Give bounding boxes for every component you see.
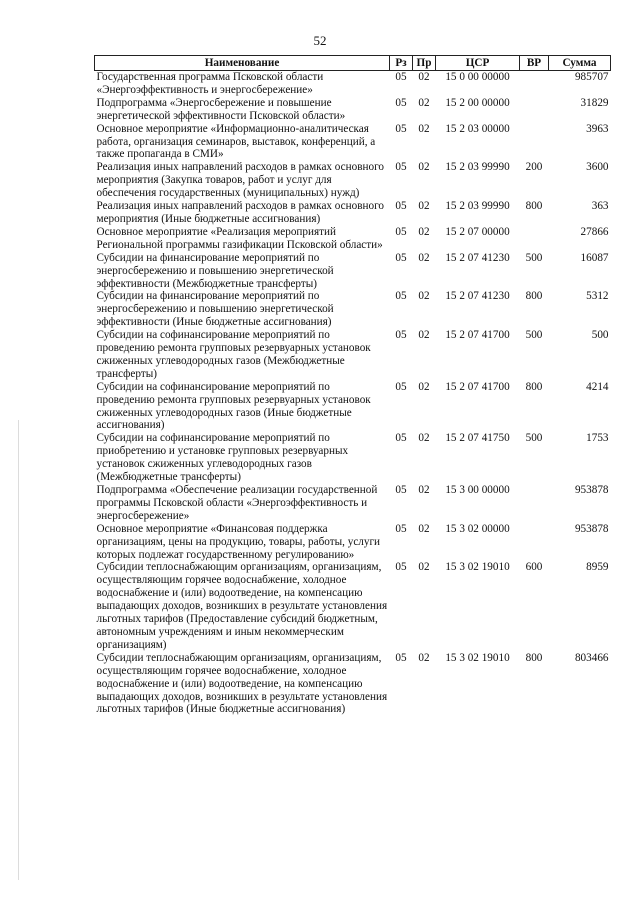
cell-name: Субсидии теплоснабжающим организациям, организациям, осуществляющим горячее водоснабжение, холодное водоснабжение и (или) водоотведение, на компенсацию выпадающих доходов, возникших в результате установления льготных тарифов (Предоставление субсидий бюджетным, автономным учреждениям и иным некоммерческим организациям) (96, 561, 388, 651)
cell-sum: 3600 (586, 161, 609, 174)
cell-pr: 02 (418, 225, 430, 238)
table-row (95, 161, 611, 200)
cell-vr: 200 (525, 161, 543, 174)
header-vr: ВР (520, 56, 549, 71)
cell-rz: 05 (395, 96, 407, 109)
cell-sum: 31829 (580, 96, 609, 109)
table-row (95, 652, 611, 717)
cell-name: Реализация иных направлений расходов в рамках основного мероприятия (Закупка товаров, работ и услуг для обеспечения государственных (муниципальных) нужд) (96, 161, 384, 200)
header-name: Наименование (95, 56, 390, 71)
cell-rz: 05 (395, 651, 407, 664)
cell-rz: 05 (395, 522, 407, 535)
table-row (95, 200, 611, 226)
cell-rz: 05 (395, 329, 407, 342)
header-csr: ЦСР (436, 56, 520, 71)
cell-rz: 05 (395, 484, 407, 496)
cell-rz: 05 (395, 561, 407, 574)
table-row (95, 432, 611, 484)
cell-pr: 02 (418, 484, 430, 496)
header-pr: Пр (413, 56, 436, 71)
page-number: 52 (313, 33, 327, 48)
cell-pr: 02 (418, 651, 430, 664)
cell-pr: 02 (418, 432, 430, 445)
cell-rz: 05 (395, 161, 407, 174)
cell-sum: 16087 (580, 251, 609, 264)
cell-rz: 05 (395, 251, 407, 264)
cell-pr: 02 (418, 522, 430, 535)
cell-name: Субсидии на финансирование мероприятий по энергосбережению и повышению энергетической эффективности (Межбюджетные трансферты) (96, 251, 334, 290)
cell-name: Субсидии на финансирование мероприятий по энергосбережению и повышению энергетической эффективности (Иные бюджетные ассигнования) (96, 290, 334, 329)
cell-name: Подпрограмма «Энергосбережение и повышение энергетической эффективности Псковской области» (96, 96, 346, 122)
cell-csr: 15 2 00 00000 (445, 96, 510, 109)
table-row (95, 561, 611, 651)
cell-csr: 15 2 07 41230 (445, 290, 510, 303)
cell-vr: 500 (525, 329, 543, 342)
cell-pr: 02 (418, 380, 430, 393)
cell-vr (520, 226, 549, 252)
cell-sum: 363 (591, 200, 609, 213)
table-row (95, 97, 611, 123)
cell-vr (520, 123, 549, 162)
cell-vr: 800 (525, 200, 543, 213)
cell-csr: 15 2 07 41700 (445, 380, 510, 393)
cell-pr: 02 (418, 329, 430, 342)
cell-csr: 15 2 07 41700 (445, 329, 510, 342)
cell-sum: 953878 (574, 484, 609, 496)
cell-name: Субсидии теплоснабжающим организациям, организациям, осуществляющим горячее водоснабжение, холодное водоснабжение и (или) водоотведение, на компенсацию выпадающих доходов, возникших в результате установления льготных тарифов (Иные бюджетные ассигнования) (96, 651, 388, 716)
cell-vr (520, 523, 549, 562)
cell-csr: 15 3 00 00000 (445, 484, 510, 496)
cell-name: Субсидии на софинансирование мероприятий по проведению ремонта групповых резервуарных установок сжиженных углеводородных газов (Иные бюджетные ассигнования) (96, 380, 371, 432)
cell-vr: 600 (525, 561, 543, 574)
table-row (95, 290, 611, 329)
cell-csr: 15 3 02 19010 (445, 561, 510, 574)
cell-rz: 05 (395, 122, 407, 135)
header-sum: Сумма (549, 56, 611, 71)
table-row (95, 381, 611, 433)
cell-pr: 02 (418, 96, 430, 109)
cell-pr: 02 (418, 161, 430, 174)
cell-csr: 15 2 07 00000 (445, 225, 510, 238)
cell-pr: 02 (418, 290, 430, 303)
table-row (95, 252, 611, 291)
cell-sum: 1753 (586, 432, 609, 445)
cell-vr (520, 484, 549, 523)
cell-vr (520, 97, 549, 123)
cell-vr: 500 (525, 432, 543, 445)
table-header-row (95, 56, 611, 71)
table-row (95, 123, 611, 162)
cell-rz: 05 (395, 71, 407, 83)
cell-sum: 500 (591, 329, 609, 342)
cell-pr: 02 (418, 200, 430, 213)
cell-csr: 15 3 02 00000 (445, 522, 510, 535)
cell-name: Основное мероприятие «Реализация мероприятий Региональной программы газификации Псковской области» (96, 225, 383, 251)
scan-artifact-line (18, 420, 19, 880)
table-row (95, 484, 611, 523)
cell-csr: 15 2 03 99990 (445, 200, 510, 213)
cell-name: Основное мероприятие «Финансовая поддержка организациям, цены на продукцию, товары, работы, услуги которых подлежат государственному регулированию» (96, 522, 381, 561)
cell-pr: 02 (418, 122, 430, 135)
cell-name: Реализация иных направлений расходов в рамках основного мероприятия (Иные бюджетные ассигнования) (96, 200, 384, 225)
cell-sum: 3963 (586, 122, 609, 135)
cell-name: Субсидии на софинансирование мероприятий по приобретению и установке групповых резервуарных установок сжиженных углеводородных газов (Межбюджетные трансферты) (96, 432, 349, 484)
cell-vr (520, 71, 549, 97)
cell-sum: 803466 (574, 651, 609, 664)
cell-csr: 15 2 03 99990 (445, 161, 510, 174)
cell-csr: 15 2 03 00000 (445, 122, 510, 135)
cell-vr: 800 (525, 290, 543, 303)
table-row (95, 71, 611, 97)
cell-sum: 953878 (574, 522, 609, 535)
table-row (95, 226, 611, 252)
cell-name: Подпрограмма «Обеспечение реализации государственной программы Псковской области «Энергоэффективность и энергосбережение» (96, 484, 378, 522)
cell-sum: 5312 (586, 290, 609, 303)
cell-rz: 05 (395, 290, 407, 303)
budget-table (94, 55, 611, 716)
cell-rz: 05 (395, 432, 407, 445)
header-rz: Рз (390, 56, 413, 71)
cell-csr: 15 3 02 19010 (445, 651, 510, 664)
cell-pr: 02 (418, 71, 430, 83)
cell-name: Субсидии на софинансирование мероприятий по проведению ремонта групповых резервуарных установок сжиженных углеводородных газов (Межбюджетные трансферты) (96, 329, 371, 380)
cell-vr: 800 (525, 380, 543, 393)
table-row (95, 523, 611, 562)
cell-name: Основное мероприятие «Информационно-аналитическая работа, организация семинаров, выставок, конференций, а также пропаганда в СМИ» (96, 122, 376, 161)
cell-name: Государственная программа Псковской области «Энергоэффективность и энергосбережение» (96, 71, 324, 96)
cell-sum: 4214 (586, 380, 609, 393)
cell-csr: 15 0 00 00000 (445, 71, 510, 83)
cell-rz: 05 (395, 380, 407, 393)
table-row (95, 329, 611, 381)
cell-vr: 500 (525, 251, 543, 264)
cell-sum: 8959 (586, 561, 609, 574)
cell-sum: 27866 (580, 225, 609, 238)
cell-rz: 05 (395, 225, 407, 238)
cell-rz: 05 (395, 200, 407, 213)
cell-csr: 15 2 07 41230 (445, 251, 510, 264)
cell-pr: 02 (418, 251, 430, 264)
cell-csr: 15 2 07 41750 (445, 432, 510, 445)
cell-sum: 985707 (574, 71, 609, 83)
cell-pr: 02 (418, 561, 430, 574)
cell-vr: 800 (525, 651, 543, 664)
